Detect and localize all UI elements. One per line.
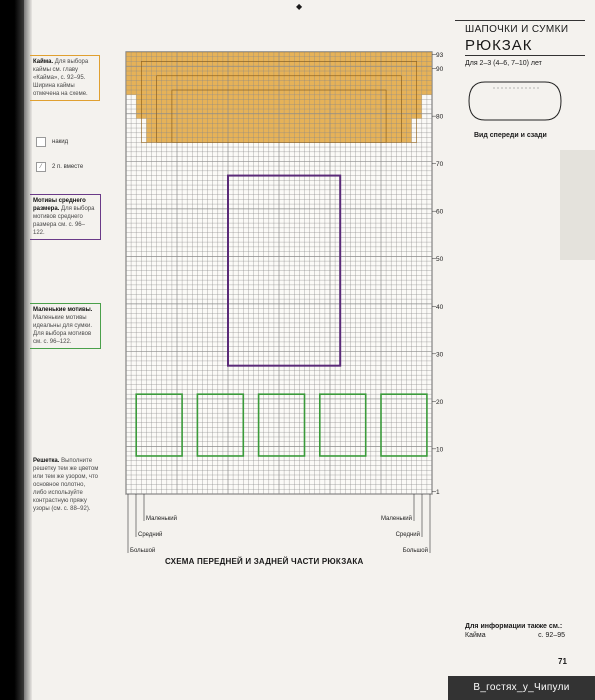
note-medium-text: Для выбора мотивов среднего размера см. с. 96–122. — [33, 206, 95, 236]
size-markers — [128, 494, 430, 554]
see-also-heading: Для информации также см.: — [465, 623, 563, 630]
row-numbers — [432, 52, 444, 496]
see-also-box — [465, 623, 565, 639]
section-title: ШАПОЧКИ И СУМКИ — [465, 24, 569, 35]
backpack-diagram — [465, 72, 565, 130]
see-also-row — [465, 632, 565, 639]
page-number: 71 — [558, 657, 567, 666]
row-number-20: 20 — [436, 398, 444, 406]
legend-label: накид — [52, 139, 69, 145]
chart-title: СХЕМА ПЕРЕДНЕЙ И ЗАДНЕЙ ЧАСТИ РЮКЗАКА — [165, 557, 364, 566]
row-number-90: 90 — [436, 66, 444, 74]
size-label-right: Средний — [395, 532, 420, 538]
title-rule — [465, 55, 585, 56]
note-small-head: Маленькие мотивы. — [33, 307, 93, 313]
note-border-text: Для выбора каймы см. главу «Кайма», с. 92–95. Ширина каймы отмечена на схеме. — [33, 59, 89, 97]
note-border-head: Кайма. — [33, 59, 54, 65]
see-also-item: Кайма — [465, 632, 486, 639]
bleed-through-area — [560, 150, 595, 260]
note-small-text: Маленькие мотивы идеальны для сумки. Для выбора мотивов см. с. 96–122. — [33, 315, 93, 345]
row-number-40: 40 — [436, 303, 444, 311]
top-mark: ◆ — [296, 2, 303, 11]
page-title: РЮКЗАК — [465, 37, 533, 54]
row-number-50: 50 — [436, 256, 444, 264]
row-number-10: 10 — [436, 446, 444, 454]
watermark: В_гостях_у_Чипули — [448, 676, 595, 700]
row-number-30: 30 — [436, 351, 444, 359]
size-label-left: Средний — [138, 532, 163, 538]
size-label-left: Большой — [130, 548, 156, 554]
see-also-pages: с. 92–95 — [538, 632, 565, 639]
row-number-70: 70 — [436, 161, 444, 169]
row-number-93: 93 — [436, 51, 444, 59]
note-lattice-text: Выполните решетку тем же цветом или тем же узором, что основное полотно, либо используйте контрастную пряжу узоры (см. с. 88–92). — [33, 458, 99, 512]
size-label-right: Большой — [402, 548, 428, 554]
row-number-1: 1 — [436, 489, 440, 497]
k2tog-symbol-icon: ⁄ — [36, 162, 46, 172]
size-label-left: Маленький — [146, 516, 178, 522]
note-medium-head: Мотивы среднего размера. — [33, 198, 86, 212]
size-label-right: Маленький — [380, 516, 412, 522]
legend-label: 2 п. вместе — [52, 164, 84, 170]
row-number-60: 60 — [436, 208, 444, 216]
diagram-caption: Вид спереди и сзади — [474, 132, 547, 139]
header-rule — [455, 20, 585, 21]
note-lattice-head: Решетка. — [33, 458, 60, 464]
row-number-80: 80 — [436, 113, 444, 121]
size-range: Для 2–3 (4–6, 7–10) лет — [465, 60, 542, 67]
